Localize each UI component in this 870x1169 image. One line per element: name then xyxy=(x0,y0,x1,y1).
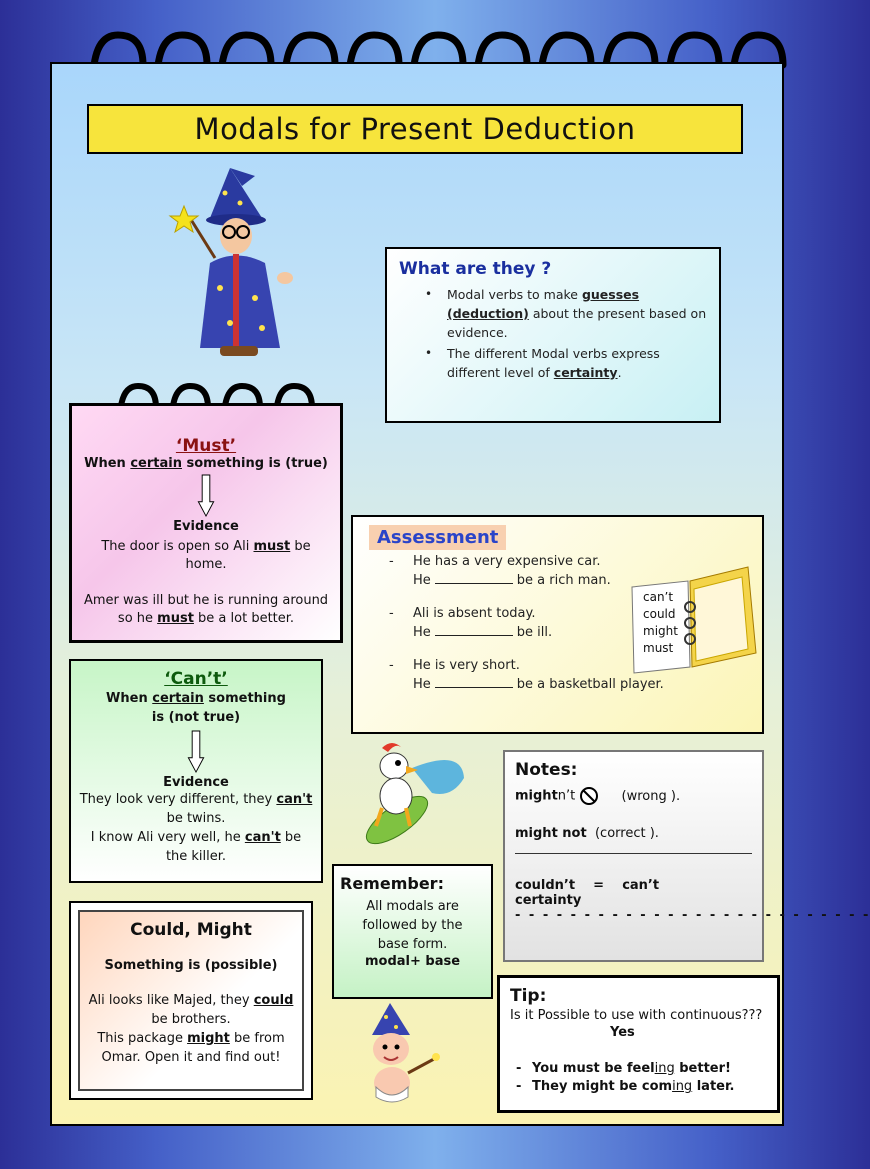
remember-box xyxy=(332,864,493,999)
down-arrow-icon xyxy=(188,731,204,773)
assessment-heading: Assessment xyxy=(369,525,506,550)
must-definition: When certain something is (true) xyxy=(84,456,328,471)
what-are-they-box xyxy=(385,247,721,423)
tip-example-1: - You must be feeling better! xyxy=(510,1060,767,1078)
must-evidence: Evidence xyxy=(173,519,239,534)
note-might-not: might not (correct ). xyxy=(515,826,659,841)
cant-example-1: They look very different, they can't be twins. xyxy=(79,792,313,826)
remember-formula: modal+ base xyxy=(364,954,461,969)
could-example-2: This package might be from Omar. Open it and find out! xyxy=(97,1031,285,1065)
notes-box xyxy=(503,750,870,962)
cant-example-2: I know Ali very well, he can't be the killer. xyxy=(90,830,302,864)
remember-heading: Remember: xyxy=(340,874,444,893)
could-definition: Something is (possible) xyxy=(104,958,278,973)
cant-box xyxy=(69,659,323,883)
what-bullet-certainty: • The different Modal verbs express different level of certainty. xyxy=(399,344,707,382)
note-mightnt: mightn’t (wrong ). xyxy=(515,786,752,806)
must-example-1: The door is open so Ali must be home. xyxy=(101,539,311,572)
assessment-item-1: - He has a very expensive car. He be a rich man. xyxy=(365,552,750,590)
assessment-box xyxy=(351,515,764,734)
must-heading: ‘Must’ xyxy=(175,436,237,456)
tip-heading: Tip: xyxy=(510,986,547,1006)
baby-wizard-icon xyxy=(350,1003,446,1109)
tip-answer: Yes xyxy=(610,1025,635,1040)
assessment-item-2: - Ali is absent today. He be ill. xyxy=(365,604,750,642)
must-example-2: Amer was ill but he is running around so he must be a lot better. xyxy=(83,593,329,626)
wizard-icon xyxy=(170,168,300,363)
answer-blank[interactable] xyxy=(435,675,513,688)
assessment-item-3: - He is very short. He be a basketball player. xyxy=(365,656,750,694)
could-might-box xyxy=(69,901,313,1100)
note-couldnt: couldn’t = can’tcertainty xyxy=(515,878,660,908)
notes-dashes: - - - - - - - - - - - - - - - - - - - - - - - - - - xyxy=(515,908,870,923)
answer-blank[interactable] xyxy=(435,623,513,636)
cant-definition: When certain something is (not true) xyxy=(106,691,286,725)
could-heading: Could, Might xyxy=(130,920,252,940)
what-bullet-guesses: • Modal verbs to make guesses (deduction) about the present based on evidence. xyxy=(399,285,707,342)
must-box xyxy=(69,403,343,643)
no-sign-icon xyxy=(579,786,599,806)
tip-example-2: - They might be coming later. xyxy=(510,1078,767,1096)
down-arrow-icon xyxy=(198,475,214,517)
cant-evidence: Evidence xyxy=(163,775,229,790)
could-example-1: Ali looks like Majed, they could be brothers. xyxy=(88,993,294,1027)
answer-blank[interactable] xyxy=(435,571,513,584)
tip-box xyxy=(497,975,780,1113)
what-heading: What are they ? xyxy=(399,259,552,279)
notes-divider xyxy=(515,853,752,854)
remember-body: All modals are followed by the base form. xyxy=(362,899,463,952)
rooster-surfer-icon xyxy=(352,738,470,850)
word-bank: can’t could might must xyxy=(643,590,678,655)
page-title: Modals for Present Deduction xyxy=(87,104,743,154)
notes-heading: Notes: xyxy=(515,760,578,780)
cant-heading: ‘Can’t’ xyxy=(164,669,228,689)
tip-question: Is it Possible to use with continuous??? xyxy=(510,1008,763,1023)
